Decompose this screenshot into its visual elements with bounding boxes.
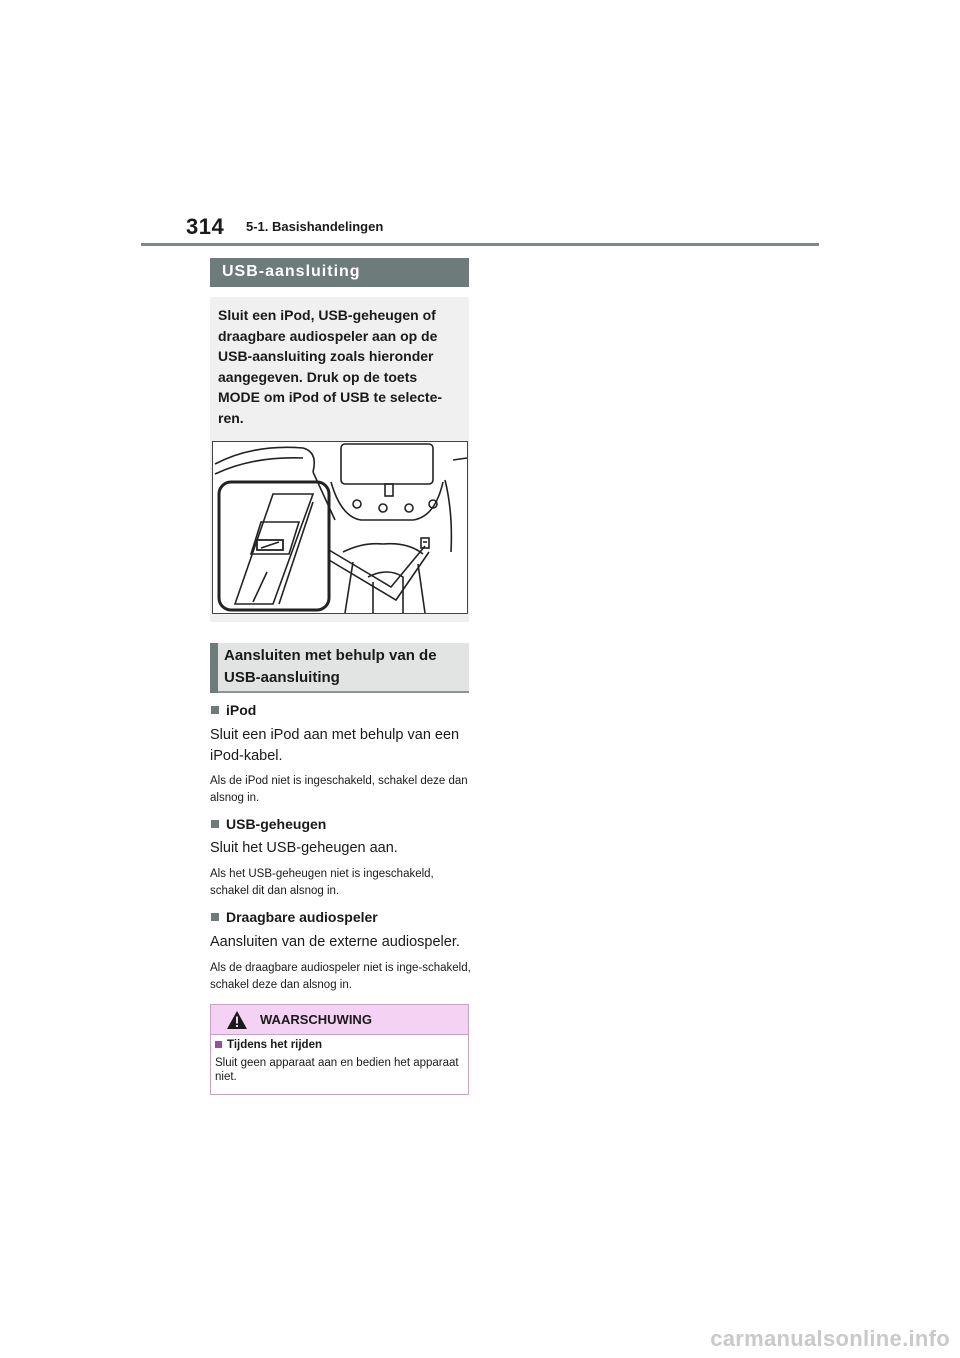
bullet-square-icon [211,706,219,714]
item-text-usb: Sluit het USB-geheugen aan. [210,840,398,856]
watermark: carmanualsonline.info [710,1326,950,1351]
intro-text: Sluit een iPod, USB-geheugen of draagbare audiospeler aan op de USB-aansluiting zoals hieronder aangegeven. Druk op de toets MODE om iPod of USB te selecte-ren. [218,307,443,426]
warning-item-heading: Tijdens het rijden [215,1039,322,1051]
usb-port-illustration [212,441,468,614]
subsection-accent [210,643,218,693]
subsection-title: Aansluiten met behulp van de USB-aansluiting [224,647,437,686]
warning-title: WAARSCHUWING [260,1012,372,1027]
section-reference: 5-1. Basishandelingen [246,219,384,234]
item-note-audio: Als de draagbare audiospeler niet is inge-schakeld, schakel deze dan alsnog in. [210,962,471,991]
item-heading-ipod: iPod [211,702,256,718]
item-note-usb: Als het USB-geheugen niet is ingeschakeld, schakel dit dan alsnog in. [210,868,434,897]
item-text-ipod: Sluit een iPod aan met behulp van een iPod-kabel. [210,727,460,764]
bullet-square-icon [211,913,219,921]
item-heading-usb: USB-geheugen [211,816,326,832]
warning-triangle-icon [226,1010,248,1030]
bullet-square-icon [215,1041,222,1048]
item-text-audio: Aansluiten van de externe audiospeler. [210,934,460,950]
warning-item-text: Sluit geen apparaat aan en bedien het apparaat niet. [215,1057,459,1083]
section-title: USB-aansluiting [210,258,469,287]
item-note-ipod: Als de iPod niet is ingeschakeld, schakel deze dan alsnog in. [210,775,468,804]
header-divider [141,243,819,246]
page-number: 314 [186,214,225,239]
dashboard-drawing [213,442,467,613]
bullet-square-icon [211,820,219,828]
item-heading-audio: Draagbare audiospeler [211,909,378,925]
